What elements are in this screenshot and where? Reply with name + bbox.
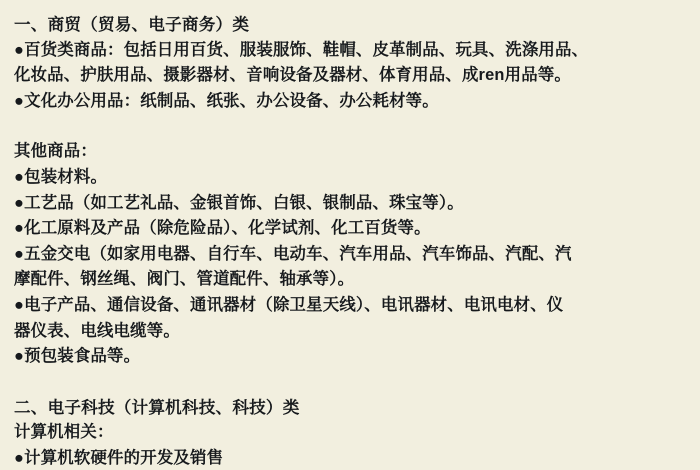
list-item: ●文化办公用品：纸制品、纸张、办公设备、办公耗材等。 [14, 91, 439, 110]
paragraph-spacer [14, 370, 686, 395]
list-item-continuation: 器仪表、电线电缆等。 [14, 321, 180, 340]
list-item: ●五金交电（如家用电器、自行车、电动车、汽车用品、汽车饰品、汽配、汽 [14, 244, 572, 263]
list-item: ●计算机软硬件的开发及销售 [14, 448, 224, 467]
list-item-continuation: 化妆品、护肤用品、摄影器材、音响设备及器材、体育用品、成ren用品等。 [14, 66, 572, 85]
section-heading-2: 二、电子科技（计算机科技、科技）类 [14, 397, 300, 417]
list-item: ●百货类商品：包括日用百货、服装服饰、鞋帽、皮革制品、玩具、洗涤用品、 [14, 40, 589, 59]
list-item: ●工艺品（如工艺礼品、金银首饰、白银、银制品、珠宝等）。 [14, 193, 464, 212]
section-heading-1: 一、商贸（贸易、电子商务）类 [14, 15, 250, 34]
list-item-continuation: 摩配件、钢丝绳、阀门、管道配件、轴承等）。 [14, 270, 355, 289]
subheading-computer-related: 计算机相关： [14, 423, 114, 442]
list-item: ●包装材料。 [14, 167, 108, 186]
subheading-other-goods: 其他商品： [14, 142, 97, 161]
paragraph-spacer [14, 114, 686, 139]
list-item: ●预包装食品等。 [14, 347, 141, 366]
list-item: ●电子产品、通信设备、通讯器材（除卫星天线）、电讯器材、电讯电材、仪 [14, 295, 564, 314]
list-item: ●化工原料及产品（除危险品）、化学试剂、化工百货等。 [14, 219, 431, 238]
